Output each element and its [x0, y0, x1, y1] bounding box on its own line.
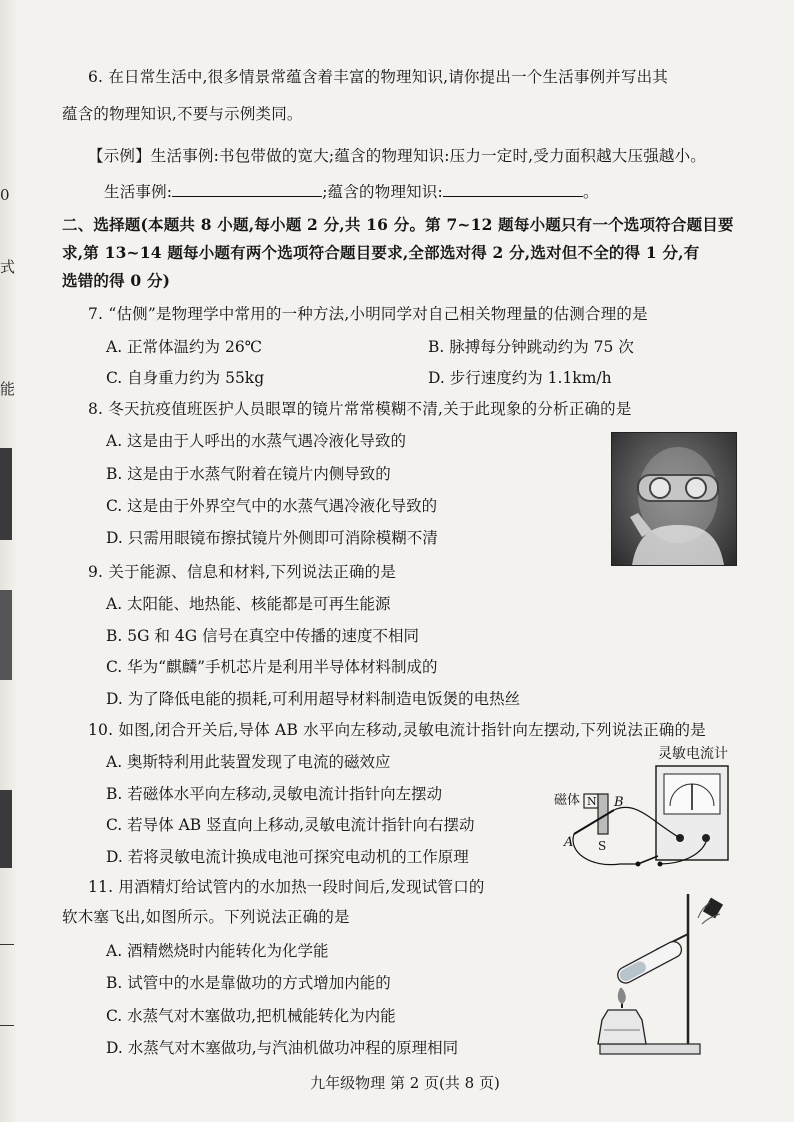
section2-heading-line1: 二、选择题(本题共 8 小题,每小题 2 分,共 16 分。第 7~12 题每小题只有一个选项符合题目要 [62, 215, 734, 234]
q8-stem: 8. 冬天抗疫值班医护人员眼罩的镜片常常模糊不清,关于此现象的分析正确的是 [88, 400, 632, 418]
margin-mark: 能 [0, 380, 16, 398]
alcohol-lamp [598, 988, 646, 1044]
q6-answer-prefix: 生活事例: [104, 183, 173, 201]
q10-option-d[interactable]: D. 若将灵敏电流计换成电池可探究电动机的工作原理 [106, 848, 469, 866]
flying-cork [698, 898, 723, 924]
q6-stem-line2: 蕴含的物理知识,不要与示例类同。 [62, 105, 303, 123]
conductor-end-a: A [564, 835, 574, 850]
margin-mark: 0 [0, 186, 10, 204]
margin-mark: 式 [0, 258, 16, 276]
stand-base [600, 1044, 700, 1054]
q11-option-d[interactable]: D. 水蒸气对木塞做功,与汽油机做功冲程的原理相同 [106, 1039, 459, 1057]
q7-stem: 7. “估侧”是物理学中常用的一种方法,小明同学对自己相关物理量的估测合理的是 [88, 305, 648, 323]
q6-stem-line1: 6. 在日常生活中,很多情景常蕴含着丰富的物理知识,请你提出一个生活事例并写出其 [88, 68, 669, 86]
q11-option-b[interactable]: B. 试管中的水是靠做功的方式增加内能的 [106, 974, 391, 992]
q10-stem: 10. 如图,闭合开关后,导体 AB 水平向左移动,灵敏电流计指针向左摆动,下列说法正确的是 [88, 721, 706, 739]
q10-option-b[interactable]: B. 若磁体水平向左移动,灵敏电流计指针向左摆动 [106, 785, 443, 803]
margin-scan-artifact [0, 590, 12, 680]
section2-heading-line2: 求,第 13~14 题每小题有两个选项符合题目要求,全部选对得 2 分,选对但不全的得 1 分,有 [62, 243, 700, 262]
q11-stem-line2: 软木塞飞出,如图所示。下列说法正确的是 [62, 908, 350, 926]
q9-option-a[interactable]: A. 太阳能、地热能、核能都是可再生能源 [106, 595, 391, 613]
margin-scan-artifact [0, 790, 12, 868]
page-footer: 九年级物理 第 2 页(共 8 页) [310, 1074, 500, 1092]
medical-worker-goggles-photo [611, 432, 737, 566]
galvanometer-terminal [702, 834, 710, 842]
magnet-label: 磁体 [554, 793, 581, 808]
q6-example: 【示例】生活事例:书包带做的宽大;蕴含的物理知识:压力一定时,受力面积越大压强越小。 [88, 147, 706, 165]
margin-scan-artifact [0, 448, 12, 540]
conductor-end-b: B [614, 795, 624, 810]
q7-option-a[interactable]: A. 正常体温约为 26℃ [106, 338, 263, 356]
q6-knowledge-blank[interactable] [443, 182, 583, 197]
margin-table-fragment [0, 944, 14, 1026]
q9-option-b[interactable]: B. 5G 和 4G 信号在真空中传播的速度不相同 [106, 627, 420, 645]
q8-option-b[interactable]: B. 这是由于水蒸气附着在镜片内侧导致的 [106, 465, 391, 483]
magnet-s-label: S [598, 839, 607, 853]
q7-option-d[interactable]: D. 步行速度约为 1.1km/h [428, 369, 612, 387]
q6-answer-end: 。 [582, 183, 599, 201]
test-tube [615, 939, 684, 986]
switch-blade [638, 856, 658, 864]
q7-option-b[interactable]: B. 脉搏每分钟跳动约为 75 次 [428, 338, 634, 356]
section2-heading-line3: 选错的得 0 分) [62, 271, 171, 290]
q8-option-c[interactable]: C. 这是由于外界空气中的水蒸气遇冷液化导致的 [106, 497, 438, 515]
test-tube-heating-figure [594, 888, 744, 1060]
q8-option-d[interactable]: D. 只需用眼镜布擦拭镜片外侧即可消除模糊不清 [106, 529, 438, 547]
q11-option-c[interactable]: C. 水蒸气对木塞做功,把机械能转化为内能 [106, 1007, 396, 1025]
q6-answer-mid: ;蕴含的物理知识: [322, 183, 443, 201]
q11-stem-line1: 11. 用酒精灯给试管内的水加热一段时间后,发现试管口的 [88, 878, 485, 896]
electromagnetic-induction-figure [540, 740, 750, 878]
q11-option-a[interactable]: A. 酒精燃烧时内能转化为化学能 [106, 942, 329, 960]
q7-option-c[interactable]: C. 自身重力约为 55kg [106, 369, 265, 387]
q10-option-a[interactable]: A. 奥斯特利用此装置发现了电流的磁效应 [106, 753, 391, 771]
q9-option-c[interactable]: C. 华为“麒麟”手机芯片是利用半导体材料制成的 [106, 658, 438, 676]
q9-option-d[interactable]: D. 为了降低电能的损耗,可利用超导材料制造电饭煲的电热丝 [106, 690, 521, 708]
q6-answer-line [104, 181, 599, 203]
q10-option-c[interactable]: C. 若导体 AB 竖直向上移动,灵敏电流计指针向右摆动 [106, 816, 475, 834]
q6-life-example-blank[interactable] [172, 182, 322, 197]
magnet-n-label: N [587, 795, 597, 808]
galvanometer-label: 灵敏电流计 [658, 746, 728, 762]
q9-stem: 9. 关于能源、信息和材料,下列说法正确的是 [88, 563, 397, 581]
q8-option-a[interactable]: A. 这是由于人呼出的水蒸气遇冷液化导致的 [106, 432, 407, 450]
